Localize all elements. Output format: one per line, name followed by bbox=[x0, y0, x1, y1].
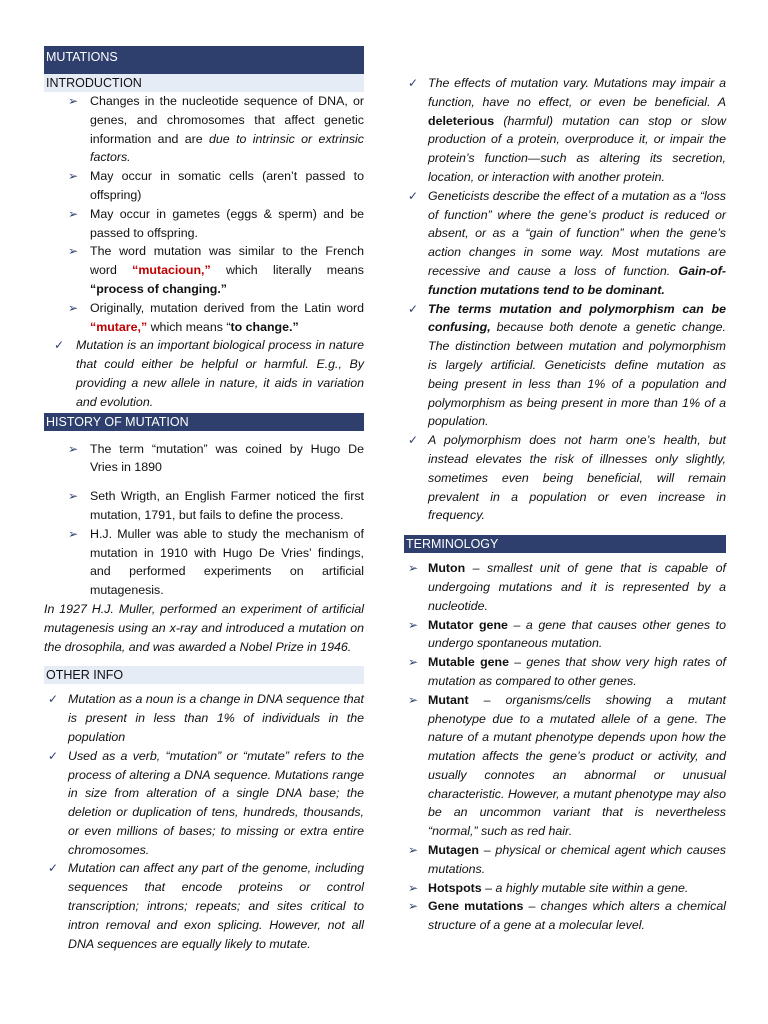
list-item: ➢ May occur in gametes (eggs & sperm) and be passed to offspring. bbox=[68, 206, 364, 240]
arrow-bullet-icon: ➢ bbox=[68, 441, 79, 456]
check-bullet-icon: ✓ bbox=[408, 76, 419, 90]
term-item: ➢ Mutable gene – genes that show very high rates of mutation as compared to other genes. bbox=[408, 655, 726, 688]
list-item: ✓ Mutation as a noun is a change in DNA sequence that is present in less than 1% of individuals in the population bbox=[48, 692, 364, 744]
check-bullet-icon: ✓ bbox=[408, 301, 419, 316]
arrow-bullet-icon: ➢ bbox=[408, 692, 419, 707]
term-item: ➢ Mutagen – physical or chemical agent which causes mutations. bbox=[408, 843, 726, 876]
history-heading: HISTORY OF MUTATION bbox=[44, 413, 364, 431]
list-item: ✓ Mutation is an important biological process in nature that could either be helpful or harmful. E.g., By providing a new allele in nature, it aids in variation and evolution. bbox=[54, 338, 364, 409]
mutations-title-bar: MUTATIONS bbox=[44, 46, 364, 74]
terminology-heading: TERMINOLOGY bbox=[404, 535, 726, 553]
terminology-list bbox=[404, 559, 726, 935]
check-bullet-icon: ✓ bbox=[48, 861, 59, 876]
check-bullet-icon: ✓ bbox=[54, 338, 65, 353]
list-item: ➢ Seth Wrigth, an English Farmer noticed the first mutation, 1791, but fails to define the process. bbox=[68, 489, 364, 522]
arrow-bullet-icon: ➢ bbox=[68, 206, 79, 221]
arrow-bullet-icon: ➢ bbox=[68, 94, 79, 108]
list-item: ✓ Used as a verb, “mutation” or “mutate” refers to the process of altering a DNA sequence. Mutations range in size from alteration of a single DNA base; the deletion or duplication of tens, hundreds, thousands, or even millions of bases; to missing or extra entire chromosomes. bbox=[48, 748, 364, 857]
arrow-bullet-icon: ➢ bbox=[68, 489, 79, 504]
right-column bbox=[404, 74, 726, 935]
other-info-list bbox=[44, 690, 364, 953]
list-item: ✓ Mutation can affect any part of the genome, including sequences that encode proteins or control transcription; introns; repeats; and sites critical to intron removal and exon splicing. However, not all DNA sequences are equally likely to mutate. bbox=[48, 861, 364, 951]
list-item: ➢ Changes in the nucleotide sequence of DNA, or genes, and chromosomes that affect genetic information and are due to intrinsic or extrinsic factors. bbox=[68, 94, 364, 165]
introduction-list bbox=[44, 92, 364, 336]
arrow-bullet-icon: ➢ bbox=[408, 843, 419, 858]
list-item: ➢ May occur in somatic cells (aren’t passed to offspring) bbox=[68, 169, 364, 202]
term-item: ➢ Mutant – organisms/cells showing a mutant phenotype due to a mutated allele of a gene. The nature of a mutant phenotype depends upon how the mutation affects the gene’s product or activity, and usually connotes an abnormal or unusual characteristic. However, a mutant phenotype may also be an uncommon variant that is nevertheless “normal,” such as red hair. bbox=[408, 692, 726, 839]
arrow-bullet-icon: ➢ bbox=[408, 617, 419, 632]
list-item: ✓ The effects of mutation vary. Mutations may impair a function, have no effect, or even be beneficial. A deleterious (harmful) mutation can stop or slow production of a protein, overproduce it, or impair the protein’s function—such as altering its secretion, location, or interaction with another protein. bbox=[408, 76, 726, 184]
list-item: ➢ H.J. Muller was able to study the mechanism of mutation in 1910 with Hugo De Vries’ findings, and performed experiments on artificial mutagenesis. bbox=[68, 526, 364, 598]
check-bullet-icon: ✓ bbox=[408, 433, 419, 448]
arrow-bullet-icon: ➢ bbox=[408, 899, 419, 914]
introduction-check-list bbox=[44, 336, 364, 411]
list-item: ➢ The term “mutation” was coined by Hugo De Vries in 1890 bbox=[68, 441, 364, 475]
list-item: ✓ Geneticists describe the effect of a mutation as a “loss of function” where the gene’s product is reduced or absent, or as a “gain of function” when the gene’s action changes in some way. Most mutations are recessive and cause a loss of function. Gain-of-function mutations tend to be dominant. bbox=[408, 188, 726, 297]
check-bullet-icon: ✓ bbox=[408, 188, 419, 203]
arrow-bullet-icon: ➢ bbox=[68, 244, 79, 259]
term-item: ➢ Muton – smallest unit of gene that is capable of undergoing mutations and it is represented by a nucleotide. bbox=[408, 561, 726, 613]
list-item: ✓ The terms mutation and polymorphism can be confusing, because both denote a genetic change. The distinction between mutation and polymorphism is largely artificial. Geneticists define mutation as being present in less than 1% of a population and polymorphism as being present in more than 1% of a population. bbox=[408, 301, 726, 429]
history-paragraph: In 1927 H.J. Muller, performed an experiment of artificial mutagenesis using an x-ray and introduced a mutation on the drosophila, and was awarded a Nobel Prize in 1946. bbox=[44, 601, 364, 654]
term-item: ➢ Hotspots – a highly mutable site within a gene. bbox=[404, 879, 726, 898]
check-bullet-icon: ✓ bbox=[48, 748, 59, 763]
arrow-bullet-icon: ➢ bbox=[68, 300, 79, 315]
list-item: ➢ The word mutation was similar to the French word “mutacioun,” which literally means “process of changing.” bbox=[68, 244, 364, 296]
arrow-bullet-icon: ➢ bbox=[408, 880, 419, 895]
history-list bbox=[44, 440, 364, 600]
left-column bbox=[44, 46, 364, 953]
effects-check-list bbox=[404, 74, 726, 525]
arrow-bullet-icon: ➢ bbox=[68, 169, 79, 184]
list-item: ✓ A polymorphism does not harm one’s health, but instead elevates the risk of illnesses only slightly, sometimes even being beneficial, will remain prevalent in a population or even increase in frequency. bbox=[408, 433, 726, 523]
other-info-heading: OTHER INFO bbox=[44, 666, 364, 684]
term-item: ➢ Mutator gene – a gene that causes other genes to undergo spontaneous mutation. bbox=[408, 617, 726, 651]
term-item: ➢ Gene mutations – changes which alters a chemical structure of a gene at a molecular level. bbox=[408, 899, 726, 933]
introduction-heading: INTRODUCTION bbox=[44, 74, 364, 92]
arrow-bullet-icon: ➢ bbox=[408, 655, 419, 670]
arrow-bullet-icon: ➢ bbox=[408, 561, 419, 576]
arrow-bullet-icon: ➢ bbox=[68, 526, 79, 541]
check-bullet-icon: ✓ bbox=[48, 692, 59, 707]
list-item: ➢ Originally, mutation derived from the Latin word “mutare,” which means “to change.” bbox=[68, 300, 364, 334]
